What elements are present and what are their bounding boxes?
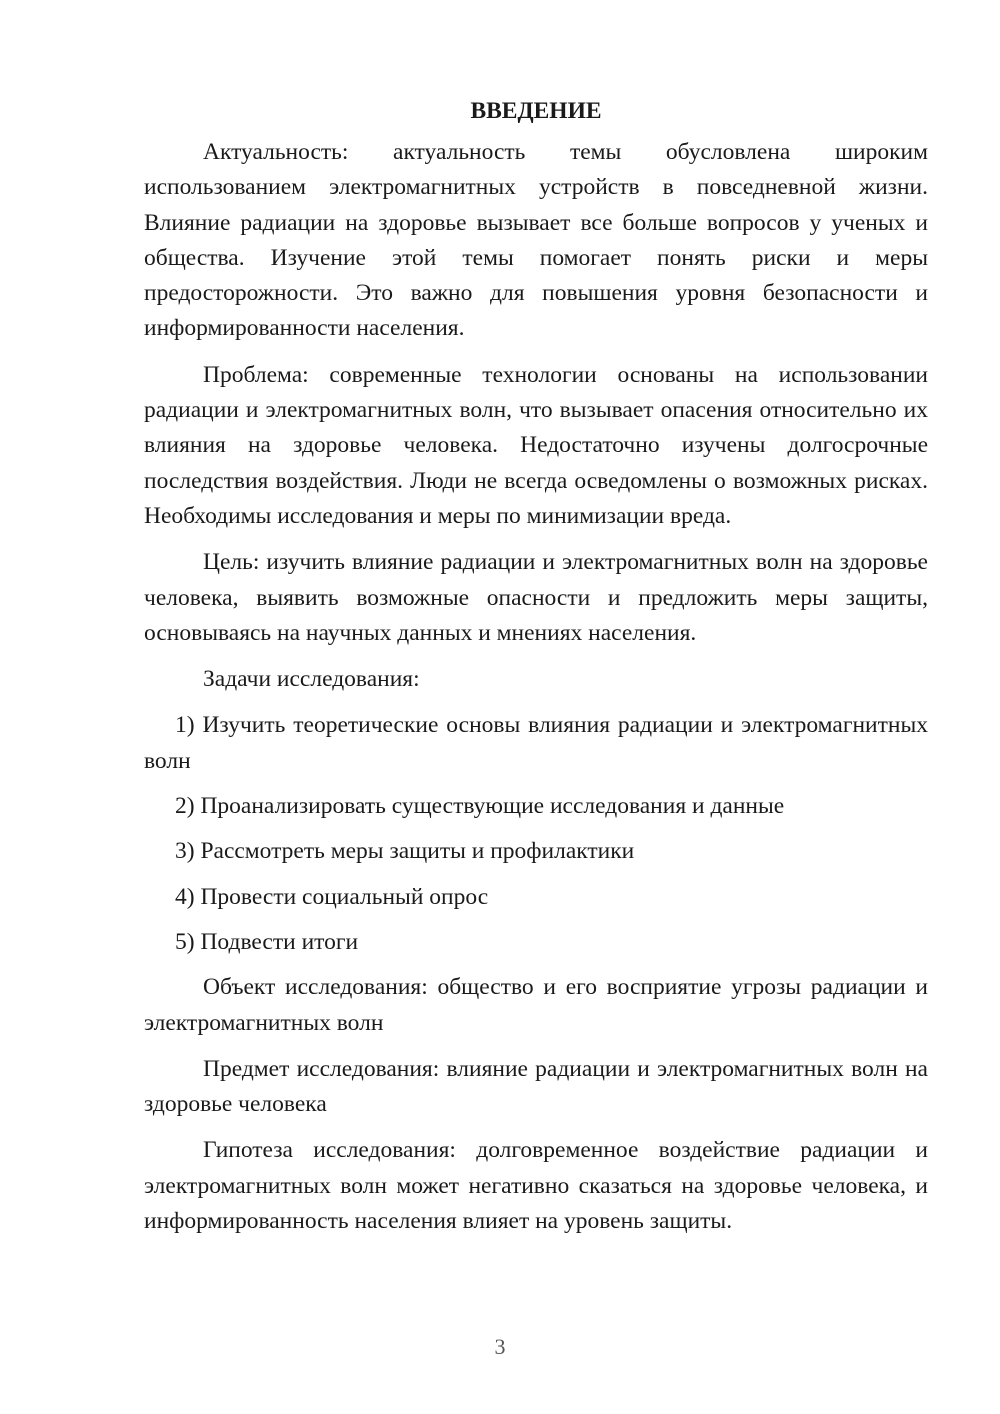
- tasks-title: Задачи исследования:: [203, 666, 420, 693]
- goal-paragraph: Цель: изучить влияние радиации и электромагнитных волн на здоровье человека, выявить возможные опасности и предложить меры защиты, основываясь на научных данных и мнениях населения.: [144, 549, 928, 646]
- page-title: ВВЕДЕНИЕ: [470, 98, 602, 124]
- task-item-5: 5) Подвести итоги: [175, 928, 359, 955]
- task-item-1: 1) Изучить теоретические основы влияния радиации и электромагнитных волн: [144, 712, 928, 774]
- task-item-4: 4) Провести социальный опрос: [175, 883, 489, 910]
- task-item-2: 2) Проанализировать существующие исследования и данные: [175, 793, 785, 820]
- task-item-3: 3) Рассмотреть меры защиты и профилактики: [175, 838, 635, 865]
- object-paragraph: Объект исследования: общество и его восприятие угрозы радиации и электромагнитных волн: [144, 974, 928, 1036]
- subject-paragraph: Предмет исследования: влияние радиации и электромагнитных волн на здоровье человека: [144, 1055, 928, 1118]
- relevance-paragraph: Актуальность: актуальность темы обусловлена широким использованием электромагнитных устройств в повседневной жизни. Влияние радиации на здоровье вызывает все больше вопросов у ученых и общества. Изучение этой темы помогает понять риски и меры предосторожности. Это важно для повышения уровня безопасности и информированности населения.: [144, 139, 928, 342]
- page-number: 3: [494, 1334, 506, 1359]
- hypothesis-paragraph: Гипотеза исследования: долговременное воздействие радиации и электромагнитных волн может негативно сказаться на здоровье человека, и информированность населения влияет на уровень защиты.: [144, 1137, 928, 1235]
- document-body: [144, 92, 928, 1250]
- problem-paragraph: Проблема: современные технологии основаны на использовании радиации и электромагнитных волн, что вызывает опасения относительно их влияния на здоровье человека. Недостаточно изучены долгосрочные последствия воздействия. Люди не всегда осведомлены о возможных рисках. Необходимы исследования и меры по минимизации вреда.: [144, 361, 928, 529]
